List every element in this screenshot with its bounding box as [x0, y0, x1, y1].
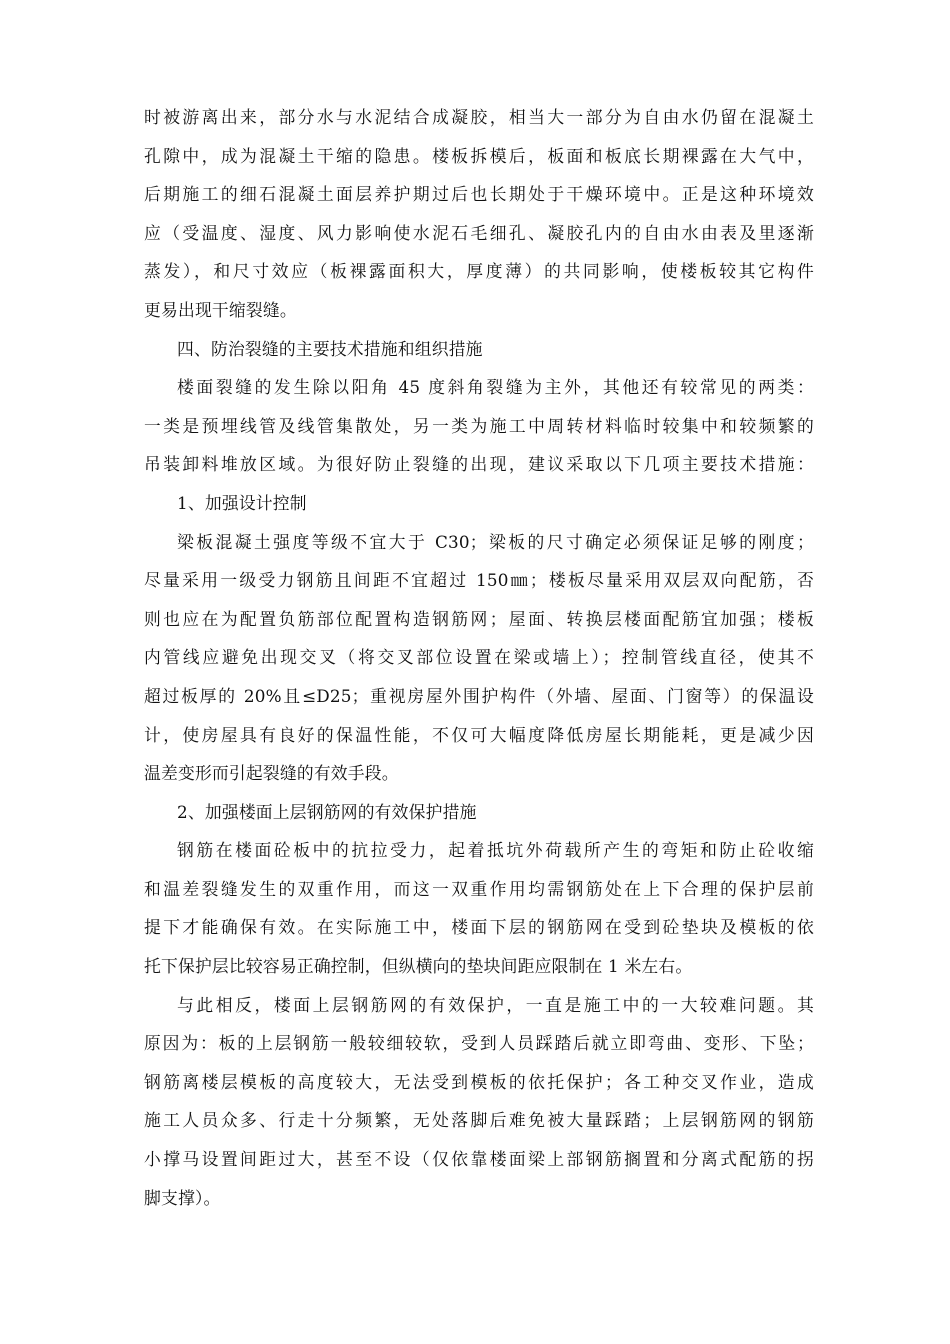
- text-line: 孔隙中，成为混凝土干缩的隐患。楼板拆模后，板面和板底长期裸露在大气中，: [144, 145, 814, 166]
- text-line: 施工人员众多、行走十分频繁，无处落脚后难免被大量踩踏；上层钢筋网的钢筋: [144, 1110, 814, 1131]
- text-line: 则也应在为配置负筋部位配置构造钢筋网；屋面、转换层楼面配筋宜加强；楼板: [144, 608, 814, 629]
- text-line: 脚支撑）。: [144, 1187, 221, 1208]
- text-line: 一类是预埋线管及线管集散处，另一类为施工中周转材料临时较集中和较频繁的: [144, 415, 814, 436]
- text-line: 吊装卸料堆放区域。为很好防止裂缝的出现，建议采取以下几项主要技术措施：: [144, 454, 814, 475]
- text-line: 原因为：板的上层钢筋一般较细较软，受到人员踩踏后就立即弯曲、变形、下坠；: [144, 1033, 814, 1054]
- text-line: 小撑马设置间距过大，甚至不设（仅依靠楼面梁上部钢筋搁置和分离式配筋的拐: [144, 1149, 814, 1170]
- text-line: 蒸发），和尺寸效应（板裸露面积大，厚度薄）的共同影响，使楼板较其它构件: [144, 261, 814, 282]
- text-line: 和温差裂缝发生的双重作用，而这一双重作用均需钢筋处在上下合理的保护层前: [144, 878, 814, 899]
- text-line: 钢筋在楼面砼板中的抗拉受力，起着抵坑外荷载所产生的弯矩和防止砼收缩: [177, 840, 814, 861]
- text-line: 内管线应避免出现交叉（将交叉部位设置在梁或墙上）；控制管线直径，使其不: [144, 647, 814, 668]
- text-line: 托下保护层比较容易正确控制，但纵横向的垫块间距应限制在 1 米左右。: [144, 956, 693, 977]
- section-heading: 四、防治裂缝的主要技术措施和组织措施: [177, 338, 483, 359]
- text-line: 更易出现干缩裂缝。: [144, 299, 297, 320]
- text-line: 楼面裂缝的发生除以阳角 45 度斜角裂缝为主外，其他还有较常见的两类：: [177, 377, 814, 398]
- text-line: 钢筋离楼层模板的高度较大，无法受到模板的依托保护；各工种交叉作业，造成: [144, 1071, 814, 1092]
- document-body: [144, 98, 814, 1217]
- text-line: 温差变形而引起裂缝的有效手段。: [144, 763, 399, 784]
- text-line: 后期施工的细石混凝土面层养护期过后也长期处于干燥环境中。正是这种环境效: [144, 184, 814, 205]
- text-line: 尽量采用一级受力钢筋且间距不宜超过 150㎜；楼板尽量采用双层双向配筋，否: [144, 570, 814, 591]
- subsection-heading: 1、加强设计控制: [177, 492, 307, 513]
- text-line: 超过板厚的 20%且≤D25；重视房屋外围护构件（外墙、屋面、门窗等）的保温设: [144, 685, 814, 706]
- text-line: 应（受温度、湿度、风力影响使水泥石毛细孔、凝胶孔内的自由水由表及里逐渐: [144, 222, 814, 243]
- text-line: 时被游离出来，部分水与水泥结合成凝胶，相当大一部分为自由水仍留在混凝土: [144, 107, 814, 127]
- text-line: 梁板混凝土强度等级不宜大于 C30；梁板的尺寸确定必须保证足够的刚度；: [177, 531, 814, 552]
- text-line: 与此相反，楼面上层钢筋网的有效保护，一直是施工中的一大较难问题。其: [177, 994, 814, 1015]
- text-line: 计，使房屋具有良好的保温性能，不仅可大幅度降低房屋长期能耗，更是减少因: [144, 724, 814, 745]
- subsection-heading: 2、加强楼面上层钢筋网的有效保护措施: [177, 801, 477, 822]
- text-line: 提下才能确保有效。在实际施工中，楼面下层的钢筋网在受到砼垫块及模板的依: [144, 917, 814, 938]
